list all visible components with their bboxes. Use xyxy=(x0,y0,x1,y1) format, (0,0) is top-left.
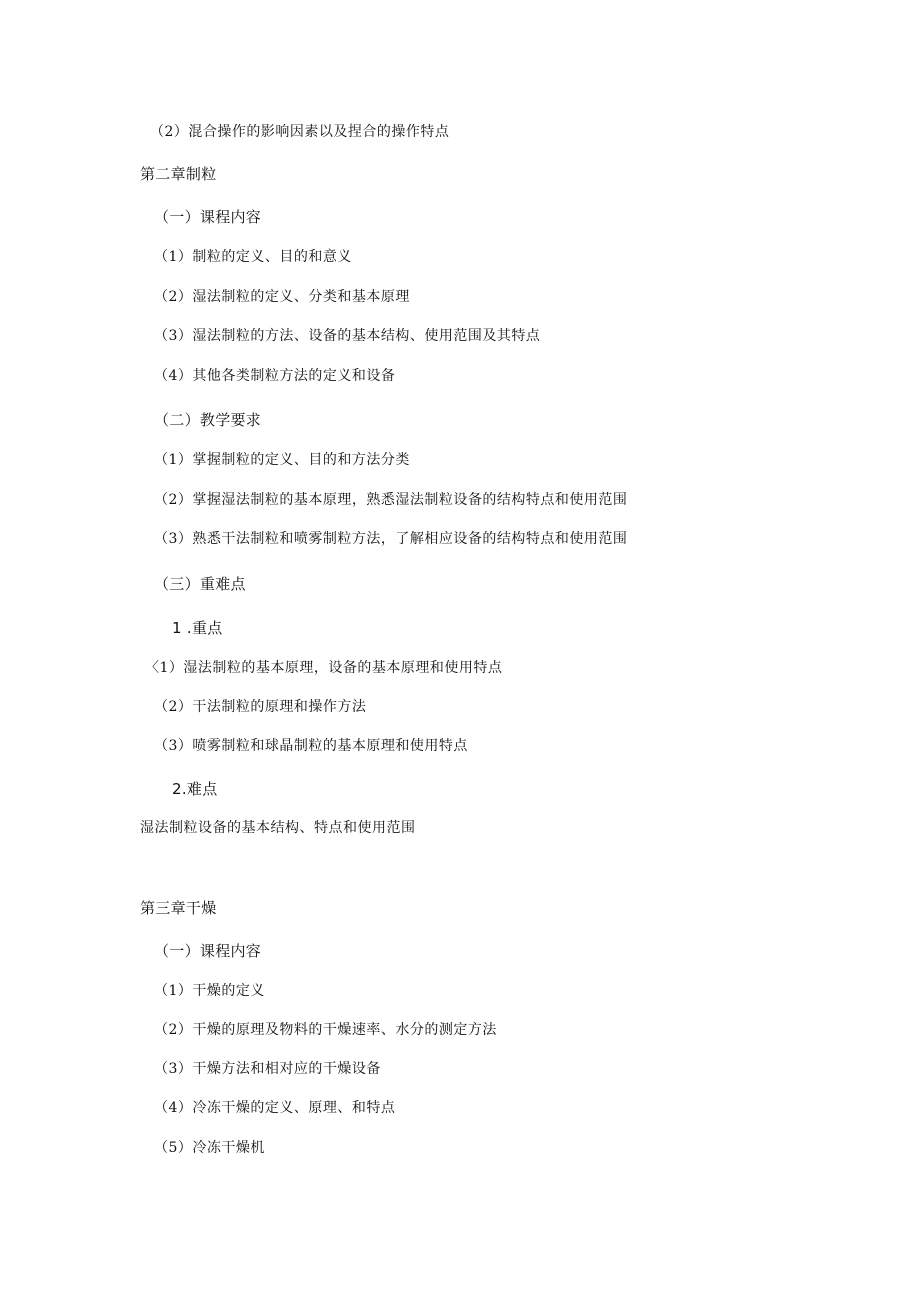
chapter-title: 第二章制粒 xyxy=(140,165,217,183)
list-item: （3）喷雾制粒和球晶制粒的基本原理和使用特点 xyxy=(154,738,468,754)
list-item: （2）干法制粒的原理和操作方法 xyxy=(154,699,367,715)
list-item: （4）冷冻干燥的定义、原理、和特点 xyxy=(154,1100,396,1116)
section-heading: （一）课程内容 xyxy=(154,942,262,960)
chapter-title: 第三章干燥 xyxy=(140,899,217,917)
list-item: （2）干燥的原理及物料的干燥速率、水分的测定方法 xyxy=(154,1022,497,1038)
section-heading: （一）课程内容 xyxy=(154,208,262,226)
list-item: （1）干燥的定义 xyxy=(154,983,265,999)
list-item: （1）制粒的定义、目的和意义 xyxy=(154,249,352,265)
list-item: 〈1）湿法制粒的基本原理，设备的基本原理和使用特点 xyxy=(145,660,503,676)
list-item: （4）其他各类制粒方法的定义和设备 xyxy=(154,368,396,384)
list-item: （2）混合操作的影响因素以及捏合的操作特点 xyxy=(150,124,450,140)
list-item: （2）湿法制粒的定义、分类和基本原理 xyxy=(154,289,410,305)
section-heading: （二）教学要求 xyxy=(154,411,262,429)
list-item: （1）掌握制粒的定义、目的和方法分类 xyxy=(154,452,410,468)
subsection-heading: 2.难点 xyxy=(172,780,218,798)
list-item: （2）掌握湿法制粒的基本原理，熟悉湿法制粒设备的结构特点和使用范围 xyxy=(154,492,628,508)
list-item: （3）干燥方法和相对应的干燥设备 xyxy=(154,1061,381,1077)
section-heading: （三）重难点 xyxy=(154,575,246,593)
list-item: （3）熟悉干法制粒和喷雾制粒方法，了解相应设备的结构特点和使用范围 xyxy=(154,531,628,547)
paragraph: 湿法制粒设备的基本结构、特点和使用范围 xyxy=(140,820,416,836)
list-item: （3）湿法制粒的方法、设备的基本结构、使用范围及其特点 xyxy=(154,328,541,344)
list-item: （5）冷冻干燥机 xyxy=(154,1140,265,1156)
subsection-heading: 1 .重点 xyxy=(172,619,223,637)
